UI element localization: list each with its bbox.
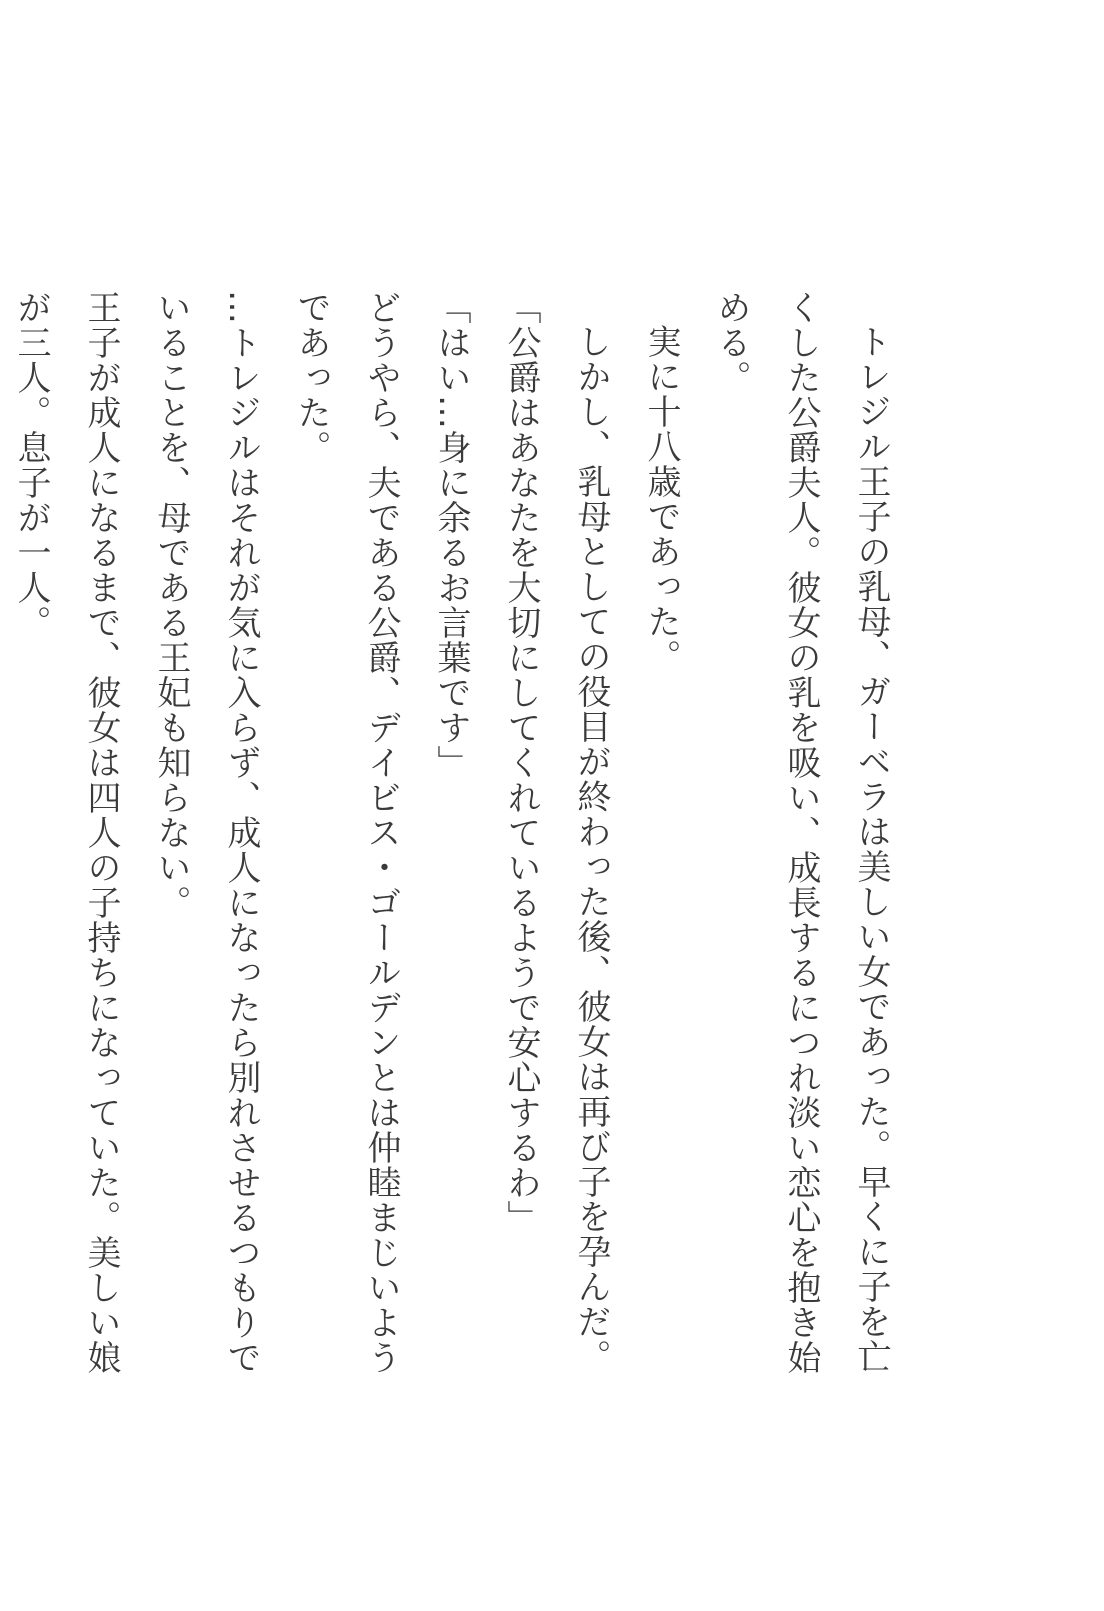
dialogue-line-2: 「はい…身に余るお言葉です」 [431, 290, 471, 780]
vertical-text-body [11, 290, 906, 1380]
paragraph-5: …トレジルはそれが気に入らず、成人になったら別れさせるつもりでいることを、母である王妃も知らない。 [151, 290, 261, 1375]
paragraph-1: トレジル王子の乳母、ガーベラは美しい女であった。早くに子を亡くした公爵夫人。彼女の乳を吸い、成長するにつれ淡い恋心を抱き始める。 [711, 290, 891, 1375]
paragraph-3: しかし、乳母としての役目が終わった後、彼女は再び子を孕んだ。 [571, 324, 611, 1374]
paragraph-6: 王子が成人になるまで、彼女は四人の子持ちになっていた。美しい娘が三人。息子が一人。 [11, 290, 121, 1375]
paragraph-4: どうやら、夫である公爵、デイビス・ゴールデンとは仲睦まじいようであった。 [291, 290, 401, 1375]
paragraph-2: 実に十八歳であった。 [641, 324, 681, 674]
dialogue-line-1: 「公爵はあなたを大切にしてくれているようで安心するわ」 [501, 290, 541, 1235]
